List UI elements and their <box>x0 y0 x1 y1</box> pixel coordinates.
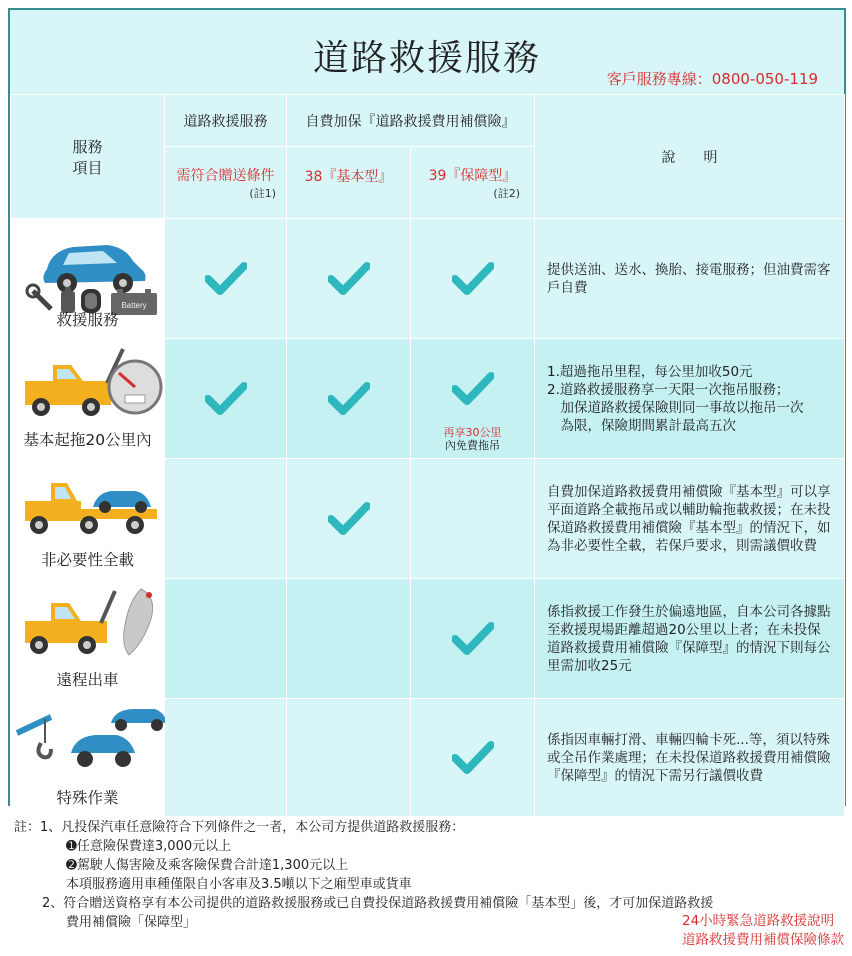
row-label: 救援服務 <box>56 311 119 329</box>
table-row <box>11 699 845 817</box>
row-description: 係指因車輛打滑、車輛四輪卡死...等，須以特殊或全吊作業處理；在未投保道路救援費用補償險『保障型』的情況下需另行議價收費 <box>535 699 845 817</box>
row-description: 1.超過拖吊里程，每公里加收50元 2.道路救援服務享一天限一次拖吊服務； 加保道路救援保險則同一事故以拖吊一次 為限，保險期間累計最高五次 <box>535 339 845 459</box>
title-bar <box>10 10 844 94</box>
row-label: 遠程出車 <box>56 671 119 689</box>
check-icon <box>452 371 494 407</box>
table-row <box>11 219 845 339</box>
tow-truck-map-icon <box>11 585 165 665</box>
tow-truck-gauge-icon <box>11 343 165 429</box>
check-cell <box>411 699 535 817</box>
svg-text:Battery: Battery <box>121 301 147 310</box>
empty-cell <box>165 579 287 699</box>
check-cell <box>287 339 411 459</box>
row-label: 特殊作業 <box>56 789 119 807</box>
check-icon <box>205 261 247 297</box>
check-icon <box>328 381 370 417</box>
footnote-1b: ➋駕駛人傷害險及乘客險保費合計達1,300元以上 <box>66 858 349 873</box>
footnote-2b: 費用補償險「保障型」 <box>66 915 197 930</box>
empty-cell <box>411 459 535 579</box>
check-cell <box>411 339 535 459</box>
check-icon <box>328 501 370 537</box>
car-battery-tools-icon <box>11 225 165 315</box>
check-icon <box>328 261 370 297</box>
group-header: 自費加保『道路救援費用補償險』 <box>287 95 535 147</box>
check-icon <box>452 621 494 657</box>
page-title: 道路救援服務 <box>312 38 541 79</box>
col3-subheader: 39『保障型』 (註2) <box>411 147 535 219</box>
check-icon <box>452 261 494 297</box>
table-row <box>11 339 845 459</box>
row-label-cell <box>11 219 165 339</box>
table-row <box>11 579 845 699</box>
service-item-header: 服務 項目 <box>11 95 165 219</box>
empty-cell <box>287 579 411 699</box>
service-grid <box>10 94 845 817</box>
row-description: 自費加保道路救援費用補償險『基本型』可以享平面道路全載拖吊或以輔助輪拖載救援；在未投保道路救援費用補償險『基本型』的情況下，如為非必要性全載，若保戶要求，則需議價收費 <box>535 459 845 579</box>
empty-cell <box>165 459 287 579</box>
emergency-roadside-link[interactable]: 24小時緊急道路救援說明 <box>682 913 835 929</box>
row-description: 提供送油、送水、換胎、接電服務；但油費需客戶自費 <box>535 219 845 339</box>
footnote-1a: ➊任意險保費達3,000元以上 <box>66 839 232 854</box>
flatbed-truck-icon <box>11 469 165 545</box>
check-cell <box>411 579 535 699</box>
check-cell <box>411 219 535 339</box>
service-table-frame <box>8 8 846 806</box>
check-cell <box>287 219 411 339</box>
empty-cell <box>287 699 411 817</box>
check-cell <box>165 219 287 339</box>
row-label-cell <box>11 459 165 579</box>
footnote-1: 註：1、凡投保汽車任意險符合下列條件之一者，本公司方提供道路救援服務： <box>14 820 465 835</box>
col2-subheader: 38『基本型』 <box>287 147 411 219</box>
insurance-terms-link[interactable]: 道路救援費用補償保險條款 <box>682 932 844 948</box>
empty-cell <box>165 699 287 817</box>
customer-hotline: 客戶服務專線：0800-050-119 <box>606 70 818 88</box>
check-icon <box>452 740 494 776</box>
check-icon <box>205 381 247 417</box>
crane-hook-cars-icon <box>11 703 165 783</box>
col1-subheader: 需符合贈送條件 (註1) <box>165 147 287 219</box>
related-links <box>682 912 844 950</box>
row-label-cell <box>11 339 165 459</box>
row-label: 非必要性全載 <box>40 551 134 569</box>
check-cell <box>165 339 287 459</box>
check-cell <box>287 459 411 579</box>
row-description: 係指救援工作發生於偏遠地區，自本公司各據點至救援現場距離超過20公里以上者；在未投保道路救援費用補償險『保障型』的情況下則每公里需加收25元 <box>535 579 845 699</box>
desc-header: 說 明 <box>535 95 845 219</box>
table-row <box>11 459 845 579</box>
footnote-1c: 本項服務適用車種僅限自小客車及3.5噸以下之廂型車或貨車 <box>66 877 412 892</box>
row-label: 基本起拖20公里內 <box>23 431 152 449</box>
row-label-cell <box>11 699 165 817</box>
extra-towing-note: 再享30公里 內免費拖吊 <box>443 426 502 452</box>
footnote-2a: 2、符合贈送資格享有本公司提供的道路救援服務或已自費投保道路救援費用補償險「基本型」後，才可加保道路救援 <box>42 896 714 911</box>
col1-header: 道路救援服務 <box>165 95 287 147</box>
row-label-cell <box>11 579 165 699</box>
